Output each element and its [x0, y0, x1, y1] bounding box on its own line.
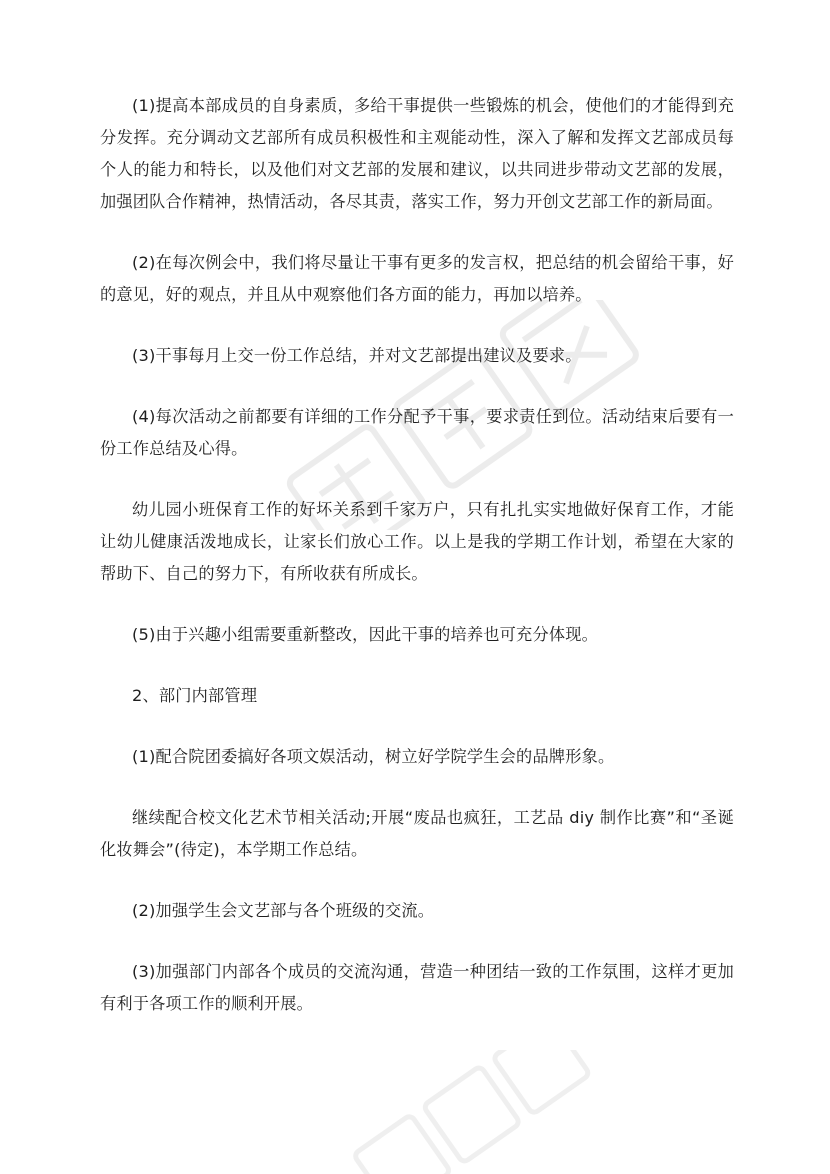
paragraph-8: 继续配合校文化艺术节相关活动;开展“废品也疯狂，工艺品 diy 制作比赛”和“圣诞化妆舞会”(待定)，本学期工作总结。: [100, 808, 734, 859]
paragraph-10: (3)加强部门内部各个成员的交流沟通，营造一种团结一致的工作氛围，这样才更加有利于各项工作的顺利开展。: [100, 962, 734, 1013]
paragraph-9: (2)加强学生会文艺部与各个班级的交流。: [132, 901, 435, 920]
paragraph-6: (5)由于兴趣小组需要重新整改，因此干事的培养也可充分体现。: [132, 625, 598, 644]
section-heading: 2、部门内部管理: [132, 686, 258, 705]
paragraph-4: (4)每次活动之前都要有详细的工作分配予干事，要求责任到位。活动结束后要有一份工作总结及心得。: [100, 407, 734, 458]
document-body: [100, 90, 734, 1020]
watermark-logo-bottom: [330, 1050, 610, 1174]
paragraph-2: (2)在每次例会中，我们将尽量让干事有更多的发言权，把总结的机会留给干事，好的意见，好的观点，并且从中观察他们各方面的能力，再加以培养。: [100, 253, 734, 304]
paragraph-7: (1)配合院团委搞好各项文娱活动，树立好学院学生会的品牌形象。: [132, 747, 615, 766]
watermark-bottom-box-3: [493, 1050, 590, 1114]
watermark-bottom-box-1: [353, 1114, 450, 1174]
paragraph-1: (1)提高本部成员的自身素质，多给干事提供一些锻炼的机会，使他们的才能得到充分发挥。充分调动文艺部所有成员积极性和主观能动性，深入了解和发挥文艺部成员每个人的能力和特长，以及他们对文艺部的发展和建议，以共同进步带动文艺部的发展，加强团队合作精神，热情活动，各尽其责，落实工作，努力开创文艺部工作的新局面。: [100, 96, 734, 211]
paragraph-3: (3)干事每月上交一份工作总结，并对文艺部提出建议及要求。: [132, 346, 582, 365]
watermark-bottom-box-2: [423, 1066, 520, 1163]
paragraph-5: 幼儿园小班保育工作的好坏关系到千家万户，只有扎扎实实地做好保育工作，才能让幼儿健康活泼地成长，让家长们放心工作。以上是我的学期工作计划，希望在大家的帮助下、自己的努力下，有所收获有所成长。: [100, 500, 734, 583]
